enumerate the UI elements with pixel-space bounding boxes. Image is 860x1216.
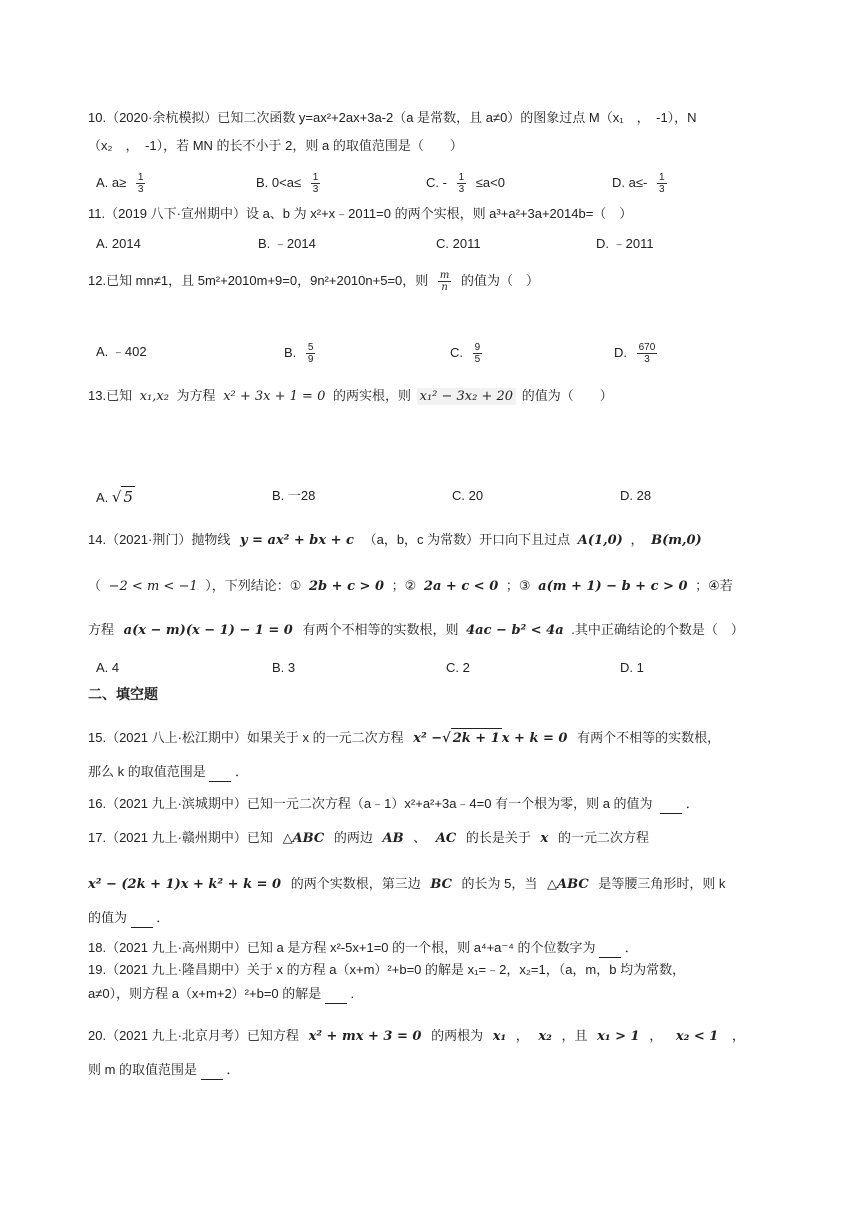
q14-text-mid: （a，b，c 为常数）开口向下且过点	[363, 532, 571, 547]
q14-point-a: A(1,0)	[577, 533, 623, 548]
q14-option-b[interactable]: B. 3	[272, 660, 296, 675]
q14-sep: ；②	[391, 578, 417, 593]
q19-line1: 19.（2021 九上·隆昌期中）关于 x 的方程 a（x+m）²+b=0 的解是 x₁=﹣2，x₂=1，（a，m，b 均为常数，	[88, 962, 686, 977]
q17-period: ．	[156, 910, 170, 925]
q15-text: 15.（2021 八上·松江期中）如果关于 x 的一元二次方程	[88, 730, 404, 745]
q18-period: ．	[624, 940, 638, 955]
q17-side-ab: AB	[382, 831, 404, 846]
q20-text: ，	[731, 1028, 745, 1043]
q16-text: 16.（2021 九上·滨城期中）已知一元二次方程（a﹣1）x²+a²+3a﹣4=0 有一个根为零，则 a 的值为	[88, 796, 653, 811]
q20-equation: x² + mx + 3 = 0	[308, 1029, 422, 1044]
q10-option-c[interactable]	[426, 172, 505, 195]
q10-option-a-label: A. a≥	[96, 174, 127, 190]
q17-line1	[88, 828, 649, 849]
q16-period: ．	[685, 796, 699, 811]
q17-variable-x: x	[540, 831, 549, 846]
q14-text-mid: 有两个不相等的实数根，则	[302, 622, 459, 637]
q11-option-d[interactable]: D. ﹣2011	[596, 236, 654, 251]
q12-line	[88, 270, 539, 293]
q17-text: 17.（2021 九上·赣州期中）已知	[88, 830, 273, 845]
sqrt-icon: √	[442, 731, 451, 746]
q13-text-mid2: 的两实根，则	[332, 388, 411, 403]
sqrt-icon: √	[111, 488, 122, 506]
q15-prompt: 那么 k 的取值范围是	[88, 764, 206, 779]
q17-triangle: △ABC	[547, 877, 589, 892]
q10-option-d[interactable]	[612, 172, 673, 195]
fraction-one-third: $\frac{1}{3}$	[137, 172, 144, 195]
q17-answer-blank[interactable]	[131, 913, 153, 928]
q10-line2: （x₂ ， -1），若 MN 的长不小于 2，则 a 的取值范围是（ ）	[88, 138, 463, 153]
fraction: $\frac{9}{5}$	[474, 342, 481, 365]
q14-text-end: .其中正确结论的个数是（ ）	[571, 622, 744, 637]
q15-equation-part: x² −	[413, 731, 443, 746]
q12-option-b-label: B.	[284, 344, 297, 360]
fraction-one-third: $\frac{1}{3}$	[658, 172, 665, 195]
q12-option-b[interactable]	[284, 342, 321, 365]
q14-line3	[88, 620, 744, 641]
fraction: $\frac{5}{9}$	[307, 342, 314, 365]
q20-condition-2: x₂ < 1	[675, 1029, 719, 1044]
q12-text-end: 的值为（ ）	[461, 272, 540, 288]
q10-option-c-suffix: ≤a<0	[475, 174, 505, 190]
q13-option-a-label: A.	[96, 490, 109, 505]
q12-option-d-label: D.	[614, 344, 627, 360]
fraction: $\frac{670}{3}$	[638, 342, 656, 365]
fraction-one-third: $\frac{1}{3}$	[312, 172, 319, 195]
q16-answer-blank[interactable]	[660, 799, 682, 814]
q11-option-a[interactable]: A. 2014	[96, 236, 141, 251]
q17-equation: x² − (2k + 1)x + k² + k = 0	[88, 877, 282, 892]
q20-sep: ，	[649, 1028, 663, 1043]
q17-side-bc: BC	[430, 877, 452, 892]
q13-option-a-radicand: 5	[123, 488, 134, 506]
q14-text: （	[88, 578, 102, 593]
q14-m-range: −2 < m < −1	[108, 579, 198, 594]
q20-period: ．	[226, 1062, 240, 1077]
q13-option-a[interactable]	[96, 486, 135, 508]
q17-line2	[88, 874, 725, 895]
q19-line2	[88, 984, 354, 1004]
q14-conclusion-4-inequality: 4ac − b² < 4a	[466, 623, 564, 638]
q20-condition-1: x₁ > 1	[597, 1029, 640, 1044]
q14-text: 14.（2021·荆门）抛物线	[88, 532, 231, 547]
q15-equation-part: x + k = 0	[501, 731, 568, 746]
q17-text: 的一元二次方程	[557, 830, 649, 845]
fraction-one-third: $\frac{1}{3}$	[458, 172, 465, 195]
q14-text: 方程	[88, 622, 115, 637]
q14-text-mid: ），下列结论：①	[205, 578, 302, 593]
q10-option-d-label: D. a≤-	[612, 174, 648, 190]
q10-option-a[interactable]	[96, 172, 151, 195]
q20-text: 20.（2021 九上·北京月考）已知方程	[88, 1028, 299, 1043]
q13-expression: x₁² − 3x₂ + 20	[417, 388, 516, 405]
q19-answer-blank[interactable]	[325, 989, 347, 1004]
q13-option-b[interactable]: B. 一28	[272, 488, 316, 503]
q15-answer-blank[interactable]	[209, 767, 231, 782]
q20-line1	[88, 1026, 745, 1047]
q14-conclusion-4-equation: a(x − m)(x − 1) − 1 = 0	[123, 623, 293, 638]
q16-line	[88, 794, 699, 814]
q10-line1: 10.（2020·余杭模拟）已知二次函数 y=ax²+2ax+3a-2（a 是常数，且 a≠0）的图象过点 M（x₁ ， -1），N	[88, 110, 697, 125]
q17-text: 的长是关于	[465, 830, 531, 845]
q15-line1	[88, 728, 720, 749]
q14-sep: ；④若	[695, 578, 733, 593]
q11-option-b[interactable]: B. ﹣2014	[258, 236, 316, 251]
q12-text: 12.已知 mn≠1，且 5m²+2010m+9=0，9n²+2010n+5=0，则	[88, 272, 429, 288]
q13-text-end: 的值为（ ）	[521, 388, 613, 403]
q14-point-b: B(m,0)	[651, 533, 702, 548]
q14-option-c[interactable]: C. 2	[446, 660, 470, 675]
q13-equation: x² + 3x + 1 = 0	[223, 389, 326, 404]
q20-text: 的两根为	[431, 1028, 484, 1043]
q17-text: 的长为 5，当	[461, 876, 538, 891]
q13-text: 13.已知	[88, 388, 133, 403]
q19-period: .	[350, 986, 355, 1001]
fraction-m-over-n: $\frac{m}{n}$	[439, 270, 450, 293]
q13-text-mid: 为方程	[176, 388, 216, 403]
q14-option-a[interactable]: A. 4	[96, 660, 120, 675]
q13-option-d[interactable]: D. 28	[620, 488, 652, 503]
q17-side-ac: AC	[435, 831, 457, 846]
q20-line2	[88, 1060, 239, 1080]
q17-sep: 、	[413, 830, 427, 845]
q19-prompt: a≠0），则方程 a（x+m+2）²+b=0 的解是	[88, 986, 322, 1001]
q12-option-c-label: C.	[450, 344, 463, 360]
q20-answer-blank[interactable]	[201, 1065, 223, 1080]
q14-parabola-equation: y = ax² + bx + c	[239, 533, 354, 548]
q10-option-b-label: B. 0<a≤	[256, 174, 302, 190]
q13-line	[88, 386, 613, 407]
q15-period: ．	[234, 764, 248, 779]
q20-prompt: 则 m 的取值范围是	[88, 1062, 198, 1077]
q13-vars: x₁,x₂	[139, 389, 169, 404]
q11-line: 11.（2019 八下·宣州期中）设 a、b 为 x²+x﹣2011=0 的两个实根，则 a³+a²+3a+2014b=（ ）	[88, 206, 633, 221]
q15-text-end: 有两个不相等的实数根，	[577, 730, 721, 745]
q20-root-x2: x₂	[538, 1029, 552, 1044]
q17-text: 的两边	[333, 830, 373, 845]
q14-line2	[88, 576, 733, 597]
q14-conclusion-3: a(m + 1) − b + c > 0	[538, 579, 688, 594]
q20-text: ，且	[561, 1028, 588, 1043]
q20-sep: ，	[515, 1028, 529, 1043]
q14-option-d[interactable]: D. 1	[620, 660, 644, 675]
q10-option-b[interactable]	[256, 172, 326, 195]
q18-answer-blank[interactable]	[599, 943, 621, 958]
q11-option-c[interactable]: C. 2011	[436, 236, 481, 251]
q17-text: 的两个实数根，第三边	[290, 876, 421, 891]
q14-conclusion-2: 2a + c < 0	[423, 579, 499, 594]
section-heading-fill-in: 二、填空题	[88, 686, 158, 702]
q14-conclusion-1: 2b + c > 0	[309, 579, 385, 594]
q17-line3	[88, 908, 169, 928]
q12-option-d[interactable]	[614, 342, 663, 365]
q14-separator: ，	[630, 532, 644, 547]
q13-option-c[interactable]: C. 20	[452, 488, 484, 503]
q17-prompt: 的值为	[88, 910, 128, 925]
q15-radicand: 2k + 1	[451, 728, 502, 749]
q18-text: 18.（2021 九上·高州期中）已知 a 是方程 x²-5x+1=0 的一个根，则 a⁴+a⁻⁴ 的个位数字为	[88, 940, 596, 955]
q17-triangle: △ABC	[282, 831, 325, 846]
q14-sep: ；③	[505, 578, 531, 593]
q20-root-x1: x₁	[492, 1029, 507, 1044]
q10-option-c-label: C. -	[426, 174, 447, 190]
q14-line1	[88, 530, 706, 551]
q18-line	[88, 938, 638, 958]
q15-line2	[88, 762, 248, 782]
q17-text: 是等腰三角形时，则 k	[598, 876, 726, 891]
q12-option-a[interactable]: A. ﹣402	[96, 344, 147, 359]
q12-option-c[interactable]	[450, 342, 488, 365]
